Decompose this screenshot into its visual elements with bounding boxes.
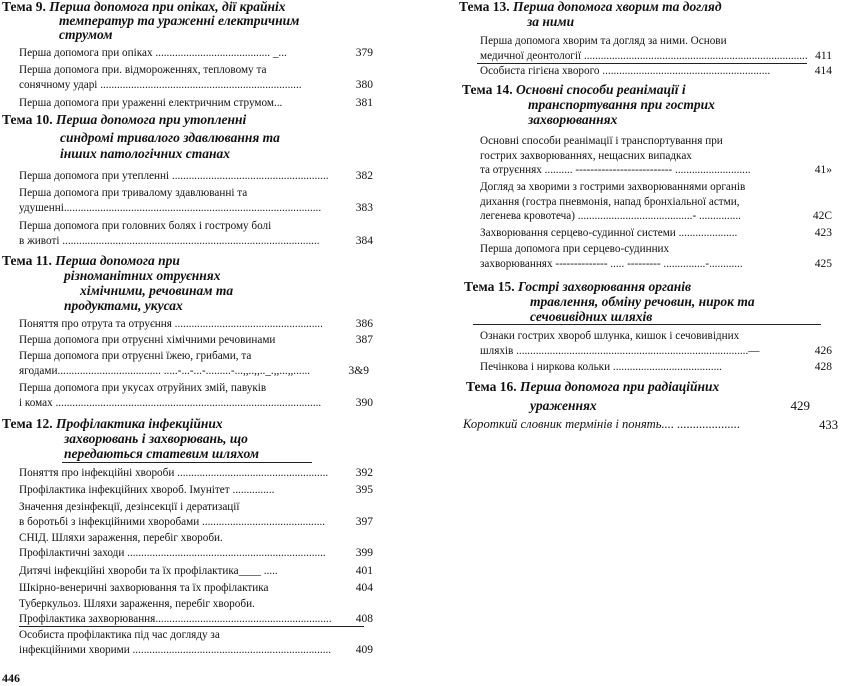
topic-title: різноманітних отруєннях	[64, 268, 221, 283]
page-number: 414	[814, 65, 832, 77]
toc-entry[interactable]	[19, 466, 373, 481]
topic-heading	[2, 0, 380, 42]
topic-title: Перша допомога хворим та догляд	[512, 0, 722, 14]
glossary-entry[interactable]	[463, 417, 841, 433]
toc-entry[interactable]	[480, 180, 832, 224]
entry-text: СНІД. Шляхи зараження, перебіг хвороби.	[19, 532, 223, 544]
toc-entry[interactable]	[19, 564, 373, 579]
topic-heading	[2, 254, 380, 313]
page-number: 401	[355, 565, 373, 577]
entry-text: та отруєннях .......... -------------------------- ...........................	[480, 164, 751, 177]
page-number: 433	[819, 418, 838, 432]
topic-number: Тема 11.	[2, 253, 52, 268]
entry-text: гострих захворюваннях, нещасних випадках	[480, 149, 692, 162]
entry-text: шляхів ...................................................................................—	[480, 344, 760, 357]
entry-text: Значення дезінфекції, дезінсекції і дератизації	[19, 501, 240, 513]
entry-text: Перша допомога при тривалому здавлюванні та	[19, 187, 248, 199]
topic-heading	[459, 0, 839, 29]
entry-text: Поняття про інфекційні хвороби ......................................................	[19, 467, 329, 479]
heading-rule	[473, 324, 821, 325]
topic-number: Тема 13.	[459, 0, 510, 14]
topic-title: передаються статевим шляхом	[64, 446, 259, 461]
toc-entry[interactable]	[480, 64, 832, 79]
toc-entry[interactable]	[480, 329, 832, 358]
toc-entry[interactable]	[19, 581, 373, 596]
page-number: 409	[355, 643, 373, 656]
entry-text: Перша допомога при. відмороженнях, тепловому та	[19, 64, 267, 76]
entry-text: Дитячі інфекційні хвороби та їх профілактика____ .....	[19, 565, 278, 577]
topic-title: захворюваннях	[528, 112, 618, 127]
toc-entry[interactable]	[19, 500, 373, 529]
page-number: 404	[355, 582, 373, 594]
topic-number: Тема 16.	[466, 379, 517, 394]
entry-text: Захворювання серцево-судинної системи .....................	[480, 227, 738, 239]
entry-text: Особиста профілактика під час догляду за	[19, 629, 220, 641]
page-number: 3&9	[348, 364, 369, 377]
page-number: 382	[355, 170, 373, 182]
page-number: 383	[355, 201, 373, 214]
topic-title: Перша допомога при утопленні	[55, 112, 247, 127]
entry-text: Поняття про отрута та отруєння .....................................................	[19, 318, 323, 330]
toc-entry[interactable]	[480, 134, 832, 178]
topic-title: Перша допомога при радіаційних	[519, 379, 720, 394]
toc-entry[interactable]	[19, 333, 373, 348]
page-number: 395	[355, 484, 373, 496]
entry-text: Перша допомога при серцево-судинних	[480, 243, 670, 255]
entry-text: в боротьбі з інфекційними хворобами ............................................	[19, 515, 326, 528]
page-number: 379	[355, 47, 373, 59]
toc-entry[interactable]	[19, 169, 373, 184]
page-number: 41»	[814, 164, 832, 177]
topic-title: Гострі захворювання органів	[517, 279, 692, 294]
topic-title: Перша допомога при	[55, 253, 180, 268]
toc-entry[interactable]	[19, 531, 373, 560]
entry-text: Профілактика інфекційних хвороб. Імунітет ...............	[19, 484, 275, 496]
entry-text: Перша допомога при утепленні ........................................................	[19, 170, 329, 182]
entry-text: інфекційними хворими .......................................................................	[19, 643, 332, 656]
topic-title: Профілактика інфекційних	[55, 416, 223, 431]
entry-text: захворюваннях -------------- ..... --------- ...............-............	[480, 257, 743, 270]
entry-text: Шкірно-венеричні захворювання та їх профілактика	[19, 582, 269, 594]
toc-entry[interactable]	[19, 597, 373, 626]
entry-text: дихання (гостра пневмонія, напад бронхіальної астми,	[480, 195, 740, 208]
toc-entry[interactable]	[19, 96, 373, 111]
toc-entry[interactable]	[480, 242, 832, 271]
heading-rule	[62, 462, 312, 463]
topic-title: інших патологічних станах	[60, 146, 230, 161]
page-number: 386	[355, 318, 373, 330]
toc-entry[interactable]	[19, 63, 373, 92]
page-number: 429	[790, 398, 810, 413]
topic-number: Тема 12.	[2, 416, 53, 431]
entry-text: Перша допомога при укусах отруйних змій, павуків	[19, 382, 267, 394]
topic-title: струмом	[59, 27, 113, 42]
entry-text: ягодами..................................... .....-...-...-.........-...,,..,,.._.,,...,,......	[19, 364, 311, 377]
toc-entry[interactable]	[19, 628, 373, 657]
folio-page-number: 446	[2, 671, 20, 685]
entry-text: Перша допомога хворим та догляд за ними. Основи	[480, 35, 727, 47]
topic-title: захворювань і захворювань, що	[64, 431, 248, 446]
entry-text: Печінкова і ниркова кольки .......................................	[480, 361, 722, 373]
topic-title: температур та ураженні електричним	[59, 13, 300, 28]
toc-entry[interactable]	[480, 226, 832, 241]
toc-entry[interactable]	[19, 317, 373, 332]
entry-text: медичної деонтології ................................................................................	[480, 49, 808, 62]
topic-title: ураженнях	[530, 398, 597, 413]
topic-title: транспортування при гострих	[528, 97, 715, 112]
toc-entry[interactable]	[19, 219, 373, 248]
topic-title: синдромі тривалого здавлювання та	[60, 130, 280, 145]
page-number: 42С	[812, 210, 832, 223]
entry-text: Основні способи реанімації і транспортування при	[480, 135, 723, 147]
entry-text: Профілактика захворювання...............................................................	[19, 612, 332, 625]
page-number: 411	[815, 49, 832, 62]
topic-title: травлення, обміну речовин, нирок та	[530, 294, 755, 309]
entry-rule	[19, 626, 364, 627]
page-number: 425	[814, 257, 832, 270]
entry-text: і комах ...............................................................................................	[19, 396, 322, 409]
page-number: 387	[355, 334, 373, 346]
page-number: 426	[814, 344, 832, 357]
topic-title: хімічними, речовинам та	[80, 283, 234, 298]
topic-heading[interactable]	[466, 380, 840, 413]
page-number: 390	[355, 396, 373, 409]
topic-title: за ними	[527, 14, 575, 29]
entry-text: Ознаки гострих хвороб шлунка, кишок і сечовивідних	[480, 330, 740, 342]
page-number: 392	[355, 467, 373, 479]
entry-text: Туберкульоз. Шляхи зараження, перебіг хвороби.	[19, 598, 255, 610]
toc-entry[interactable]	[19, 46, 373, 61]
toc-entry[interactable]	[19, 381, 373, 410]
page-number: 384	[355, 234, 373, 247]
entry-text: удушенні............................................................................................	[19, 201, 322, 214]
topic-heading	[462, 83, 840, 127]
entry-text: Перша допомога при ураженні електричним струмом...	[19, 97, 283, 109]
topic-heading	[2, 417, 380, 461]
page-number: 397	[355, 515, 373, 528]
topic-heading	[464, 280, 840, 324]
topic-number: Тема 15.	[464, 279, 515, 294]
page-number: 399	[355, 546, 373, 559]
page-number: 381	[355, 97, 373, 109]
page-number: 380	[355, 78, 373, 91]
entry-text: Перша допомога при отруєнні їжею, грибами, та	[19, 350, 252, 362]
topic-title: Перша допомога при опіках, дії крайніх	[49, 0, 286, 14]
entry-text: Профілактичні заходи .......................................................................	[19, 546, 326, 559]
toc-entry[interactable]	[19, 483, 373, 498]
topic-heading	[2, 113, 380, 161]
topic-number: Тема 9.	[2, 0, 46, 14]
toc-entry[interactable]	[480, 34, 832, 63]
page-number: 408	[355, 612, 373, 625]
entry-text: в животі ............................................................................................	[19, 234, 320, 247]
glossary-title: Короткий словник термінів і понять.... ....................	[463, 417, 741, 431]
topic-title: Основні способи реанімації і	[515, 82, 686, 97]
topic-title: продуктами, укусах	[64, 298, 183, 313]
entry-text: Перша допомога при головних болях і гострому болі	[19, 220, 272, 232]
page-number: 423	[814, 227, 832, 239]
entry-text: Перша допомога при опіках ......................................... _...	[19, 47, 287, 59]
topic-number: Тема 10.	[2, 112, 53, 127]
topic-number: Тема 14.	[462, 82, 513, 97]
entry-text: Особиста гігієна хворого ............................................................	[480, 65, 771, 77]
toc-entry[interactable]	[19, 186, 373, 215]
entry-text: Догляд за хворими з гострими захворюваннями органів	[480, 181, 746, 193]
toc-entry[interactable]	[480, 360, 832, 375]
page-number: 428	[814, 361, 832, 373]
entry-text: легенева кровотеча) .........................................- ...............	[480, 210, 741, 223]
entry-text: сонячному ударі ........................................................................	[19, 78, 302, 91]
toc-entry[interactable]	[19, 349, 369, 378]
entry-text: Перша допомога при отруєнні хімічними речовинами	[19, 334, 276, 346]
topic-title: сечовивідних шляхів	[530, 309, 653, 324]
